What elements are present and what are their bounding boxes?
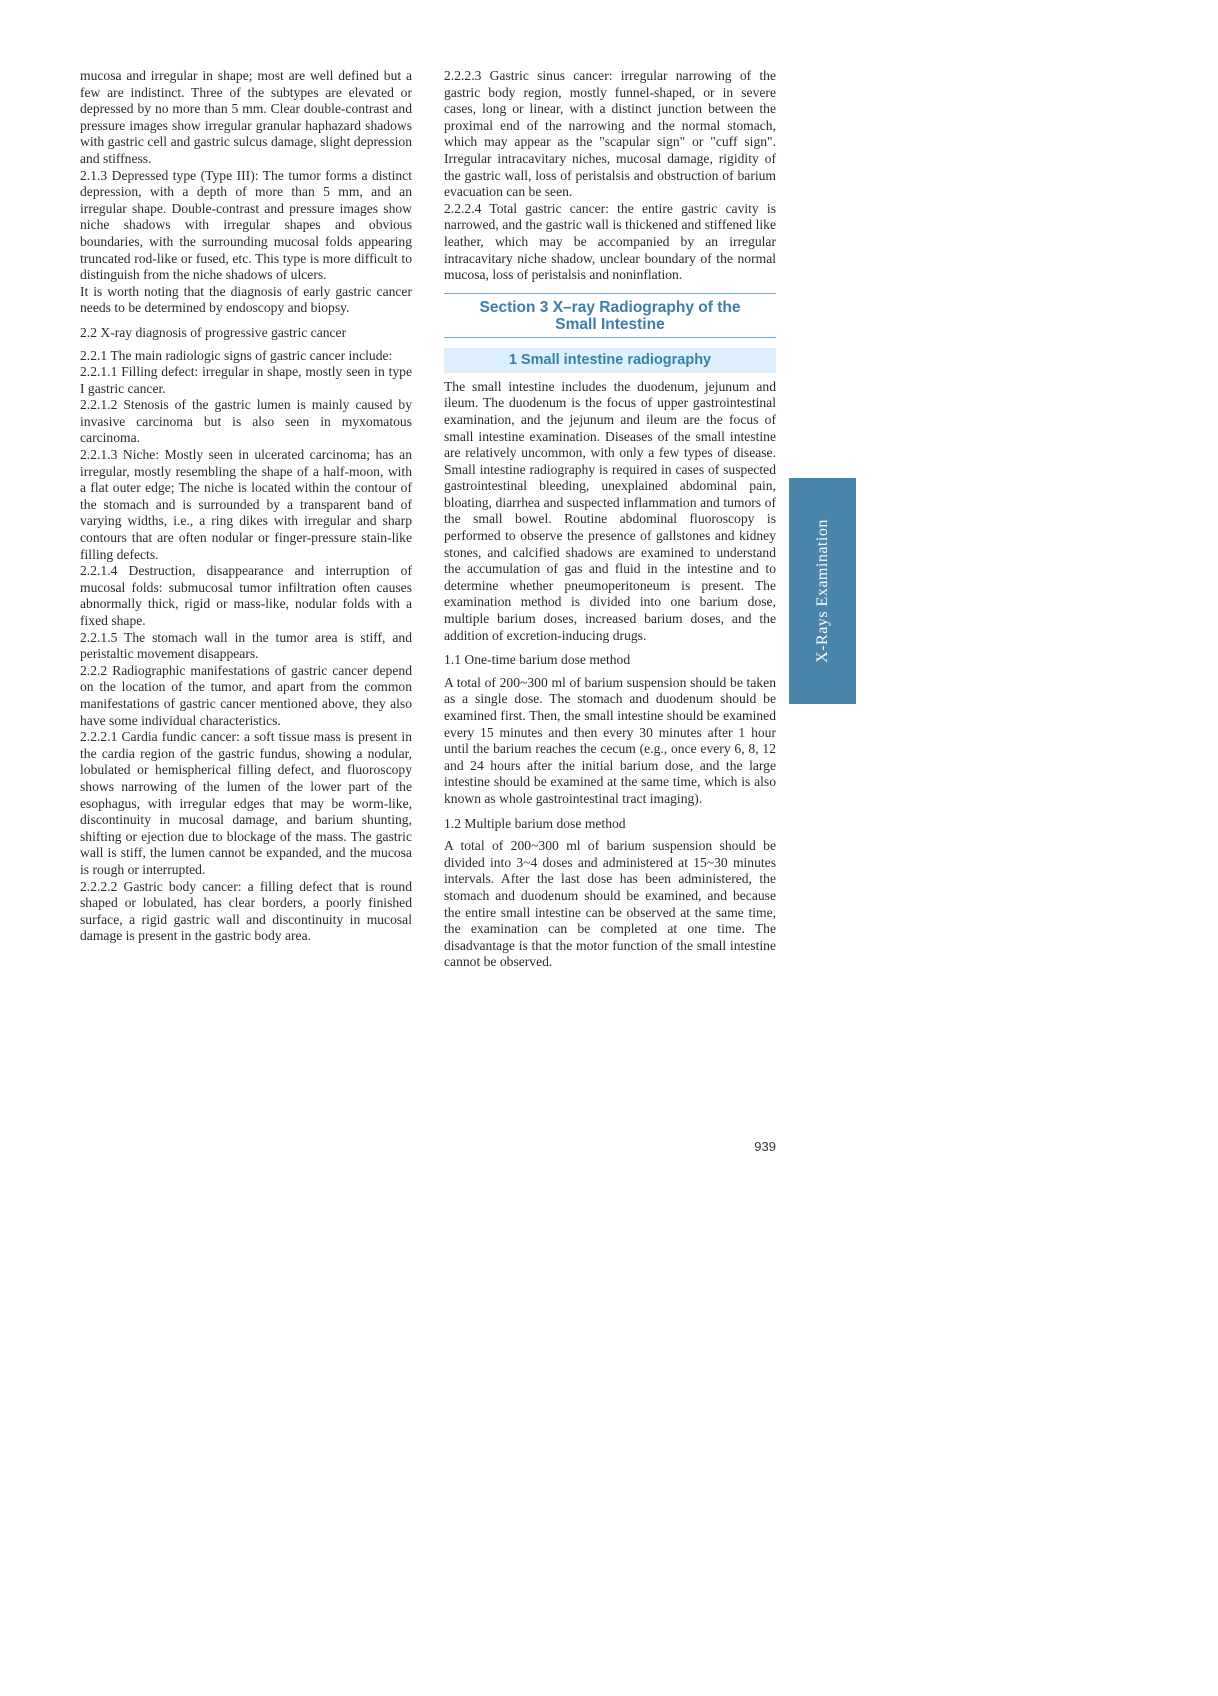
paragraph: 2.2.2.1 Cardia fundic cancer: a soft tissue mass is present in the cardia region of the gastric fundus, showing a nodular, lobulated or hemispherical filling defect, and fluoroscopy shows narrowing of the lumen of the lower part of the esophagus, with irregular edges that may be worm-like, discontinuity in mucosal damage, and barium shunting, shifting or ejection due to blockage of the mass. The gastric wall is stiff, the lumen cannot be expanded, and the mucosa is rough or interrupted. <box>80 729 412 877</box>
section-title-line: Small Intestine <box>555 315 665 333</box>
paragraph: 2.2.2.2 Gastric body cancer: a filling defect that is round shaped or lobulated, has clear borders, a poorly finished surface, a rigid gastric wall and discontinuity in mucosal damage is present in the gastric body area. <box>80 878 412 944</box>
subsection-title: 1 Small intestine radiography <box>444 348 776 373</box>
heading-multiple-dose: 1.2 Multiple barium dose method <box>444 815 626 831</box>
paragraph: 2.1.3 Depressed type (Type III): The tumor forms a distinct depression, with a depth of more than 5 mm, and an irregular shape. Double-contrast and pressure images show niche shadows with irregular shapes and obvious boundaries, with the surrounding mucosal folds appearing truncated rod-like or fused, etc. This type is more difficult to distinguish from the niche shadows of ulcers. <box>80 167 412 283</box>
heading-progressive-gastric-cancer: 2.2 X-ray diagnosis of progressive gastric cancer <box>80 324 347 340</box>
paragraph: 2.2.1 The main radiologic signs of gastric cancer include: <box>80 347 393 363</box>
paragraph: It is worth noting that the diagnosis of early gastric cancer needs to be determined by endoscopy and biopsy. <box>80 283 412 316</box>
paragraph: mucosa and irregular in shape; most are well defined but a few are indistinct. Three of the subtypes are elevated or depressed by no more than 5 mm. Clear double-contrast and pressure images show irregular granular haphazard shadows with gastric cell and gastric sulcus damage, slight depression and stiffness. <box>80 68 412 166</box>
paragraph: A total of 200~300 ml of barium suspension should be divided into 3~4 doses and administered at 15~30 minutes intervals. After the last dose has been administered, the stomach and duodenum should be examined, and because the entire small intestine can be observed at the same time, the examination can be completed at one time. The disadvantage is that the motor function of the small intestine cannot be observed. <box>444 838 776 970</box>
paragraph: 2.2.1.1 Filling defect: irregular in shape, mostly seen in type I gastric cancer. <box>80 364 412 396</box>
left-column <box>80 68 412 945</box>
section-title-line: Section 3 X–ray Radiography of the <box>479 298 741 316</box>
section-title <box>444 293 776 338</box>
heading-one-time-dose: 1.1 One-time barium dose method <box>444 652 631 668</box>
paragraph: The small intestine includes the duodenum, jejunum and ileum. The duodenum is the focus of upper gastrointestinal examination, and the jejunum and ileum are the focus of small intestine examination. Diseases of the small intestine are relatively uncommon, with only a few types of disease. Small intestine radiography is required in cases of suspected gastrointestinal bleeding, unexplained abdominal pain, bloating, diarrhea and suspected inflammation and tumors of the small bowel. Routine abdominal fluoroscopy is performed to observe the presence of gallstones and kidney stones, and calcified shadows are examined to understand the accumulation of gas and fluid in the intestine and to determine whether pneumoperitoneum is present. The examination method is divided into one barium dose, multiple barium doses, increased barium doses, and the addition of excretion-inducing drugs. <box>444 378 776 643</box>
paragraph: 2.2.1.5 The stomach wall in the tumor area is stiff, and peristaltic movement disappears. <box>80 629 412 662</box>
right-column <box>444 68 776 971</box>
chapter-side-tab-label: X-Rays Examination <box>813 519 831 663</box>
page-number: 939 <box>754 1139 776 1154</box>
paragraph: 2.2.1.2 Stenosis of the gastric lumen is mainly caused by invasive carcinoma but is also seen in myxomatous carcinoma. <box>80 397 412 446</box>
paragraph: 2.2.1.3 Niche: Mostly seen in ulcerated carcinoma; has an irregular, mostly resembling the shape of a half-moon, with a flat outer edge; The niche is located within the contour of the stomach and is surrounded by a transparent band of varying widths, i.e., a ring dikes with irregular and sharp contours that are often nodular or finger-pressure stain-like filling defects. <box>80 447 412 562</box>
paragraph: 2.2.2 Radiographic manifestations of gastric cancer depend on the location of the tumor, and apart from the common manifestations of gastric cancer mentioned above, they also have some individual characteristics. <box>80 662 412 728</box>
paragraph: 2.2.2.3 Gastric sinus cancer: irregular narrowing of the gastric body region, mostly funnel-shaped, or in severe cases, long or linear, with a distinct junction between the proximal end of the narrowing and the normal stomach, which may appear as the "scapular sign" or "cuff sign". Irregular intracavitary niches, mucosal damage, rigidity of the gastric wall, loss of peristalsis and obstruction of barium evacuation can be seen. <box>444 68 776 200</box>
chapter-side-tab <box>789 478 856 704</box>
paragraph: A total of 200~300 ml of barium suspension should be taken as a single dose. The stomach and duodenum should be examined first. Then, the small intestine should be examined every 15 minutes and then every 30 minutes after 1 hour until the barium reaches the cecum (e.g., once every 6, 8, 12 and 24 hours after the initial barium dose, and the large intestine should be examined at the same time, which is also known as whole gastrointestinal tract imaging). <box>444 674 776 806</box>
paragraph: 2.2.2.4 Total gastric cancer: the entire gastric cavity is narrowed, and the gastric wall is thickened and stiffened like leather, which may be accompanied by an irregular intracavitary niche shadow, unclear boundary of the normal mucosa, loss of peristalsis and noninflation. <box>444 200 776 283</box>
paragraph: 2.2.1.4 Destruction, disappearance and interruption of mucosal folds: submucosal tumor infiltration often causes abnormally thick, rigid or mass-like, nodular folds with a fixed shape. <box>80 563 412 628</box>
